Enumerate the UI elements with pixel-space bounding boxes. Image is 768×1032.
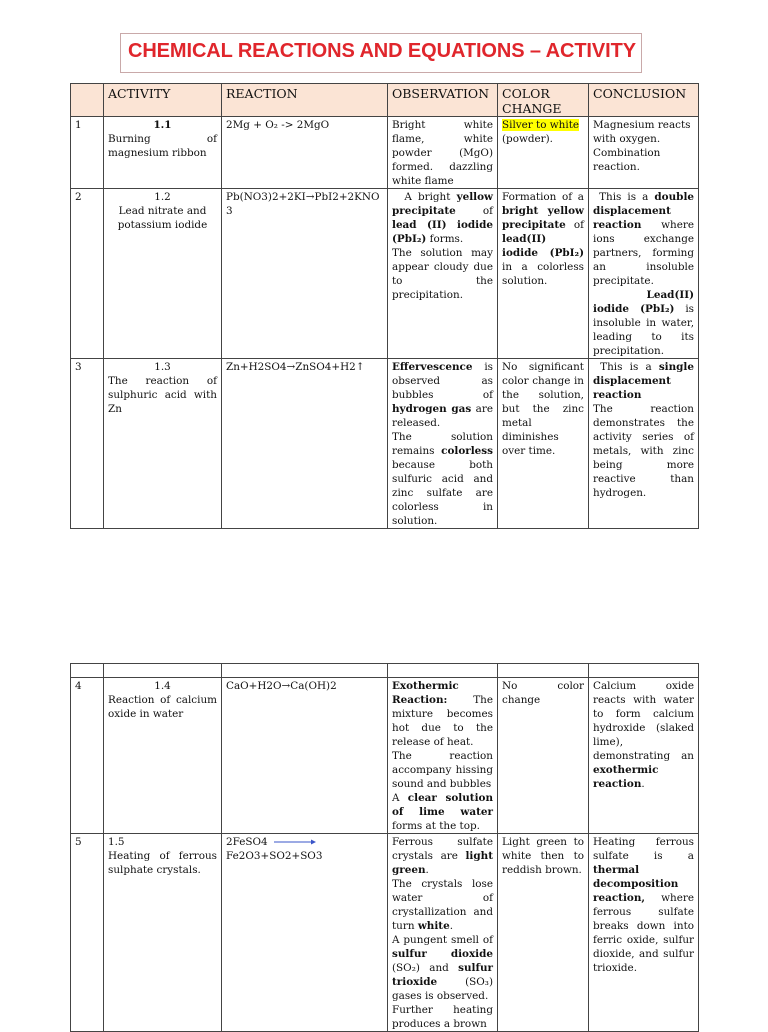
activity-cell [104, 189, 222, 359]
observation-part-2: The crystals lose water of crystallization and turn white. [392, 878, 493, 932]
activity-name: Heating of ferrous sulphate crystals. [108, 850, 217, 876]
conclusion-cell: Magnesium reacts with oxygen. Combination reaction. [589, 117, 699, 189]
conclusion-cell [589, 189, 699, 359]
activity-cell [104, 678, 222, 834]
table-row [71, 359, 699, 529]
conclusion-cell: Heating ferrous sulfate is a thermal decomposition reaction, where ferrous sulfate breaks down into ferric oxide, sulfur dioxide, and sulfur trioxide. [589, 834, 699, 1032]
activity-id: 1.5 [108, 836, 125, 848]
observation-cell [388, 189, 498, 359]
activity-name: Reaction of calcium oxide in water [108, 694, 217, 720]
color-change-cell: No color change [498, 678, 589, 834]
color-change-cell: No significant color change in the solution, but the zinc metal diminishes over time. [498, 359, 589, 529]
activity-id: 1.1 [153, 119, 172, 131]
reaction-reactant: 2FeSO4 [226, 835, 383, 849]
empty-row [71, 664, 699, 678]
color-text: (powder). [502, 133, 553, 145]
header-observation: OBSERVATION [388, 84, 498, 117]
color-change-cell: Light green to white then to reddish brown. [498, 834, 589, 1032]
activity-name: Burning of magnesium ribbon [108, 133, 217, 159]
table-row [71, 189, 699, 359]
conclusion-part-1: This is a double displacement reaction where ions exchange partners, forming an insoluble precipitate. [593, 191, 694, 287]
header-row [71, 84, 699, 117]
color-change-cell [498, 117, 589, 189]
observation-part-3: A clear solution of lime water forms at the top. [392, 792, 493, 832]
header-color-change: COLOR CHANGE [498, 84, 589, 117]
reaction-cell: Zn+H2SO4→ZnSO4+H2↑ [222, 359, 388, 529]
observation-cell [388, 359, 498, 529]
observation-part-3: A pungent smell of sulfur dioxide (SO₂) and sulfur trioxide (SO₃) gases is observed. [392, 934, 493, 1002]
reaction-cell [222, 834, 388, 1032]
conclusion-cell: Calcium oxide reacts with water to form calcium hydroxide (slaked lime), demonstrating an exothermic reaction. [589, 678, 699, 834]
observation-part-1: Effervescence is observed as bubbles of hydrogen gas are released. [392, 361, 493, 429]
reaction-arrow-icon [274, 838, 316, 846]
activity-id: 1.3 [154, 361, 171, 373]
table-row [71, 834, 699, 1032]
header-reaction: REACTION [222, 84, 388, 117]
reaction-cell: CaO+H2O→Ca(OH)2 [222, 678, 388, 834]
activity-name: The reaction of sulphuric acid with Zn [108, 375, 217, 415]
observation-part-1: Ferrous sulfate crystals are light green. [392, 836, 493, 876]
observation-part-4: Further heating produces a brown [392, 1004, 493, 1030]
highlighted-text: Silver to white [502, 119, 580, 131]
conclusion-part-2: The reaction demonstrates the activity series of metals, with zinc being more reactive than hydrogen. [593, 403, 694, 499]
conclusion-cell [589, 359, 699, 529]
table-row [71, 678, 699, 834]
observation-cell: Bright white flame, white powder (MgO) formed. dazzling white flame [388, 117, 498, 189]
row-number: 1 [71, 117, 104, 189]
activity-cell [104, 117, 222, 189]
row-number: 2 [71, 189, 104, 359]
observation-cell [388, 834, 498, 1032]
observation-part-2: The reaction accompany hissing sound and bubbles [392, 750, 493, 790]
observation-part-2: The solution may appear cloudy due to the precipitation. [392, 247, 493, 301]
row-number: 4 [71, 678, 104, 834]
activity-cell [104, 359, 222, 529]
activity-cell [104, 834, 222, 1032]
observation-cell [388, 678, 498, 834]
row-number: 3 [71, 359, 104, 529]
row-number: 5 [71, 834, 104, 1032]
color-change-cell: Formation of a bright yellow precipitate of lead(II) iodide (PbI₂) in a colorless solution. [498, 189, 589, 359]
table-row [71, 117, 699, 189]
reaction-cell: Pb(NO3)2+2KI→PbI2+2KNO3 [222, 189, 388, 359]
reaction-cell: 2Mg + O₂ -> 2MgO [222, 117, 388, 189]
conclusion-part-1: This is a single displacement reaction [593, 361, 694, 401]
page-title: CHEMICAL REACTIONS AND EQUATIONS – ACTIVITY [128, 40, 636, 62]
reaction-products: Fe2O3+SO2+SO3 [226, 850, 323, 862]
activity-id: 1.2 [154, 191, 171, 203]
activity-name: Lead nitrate and potassium iodide [117, 205, 208, 231]
header-number [71, 84, 104, 117]
observation-part-1: Exothermic Reaction: The mixture becomes hot due to the release of heat. [392, 680, 493, 748]
observation-part-2: The solution remains colorless because both sulfuric acid and zinc sulfate are colorless in solution. [392, 431, 493, 527]
activity-table-2 [70, 663, 699, 1032]
header-activity: ACTIVITY [104, 84, 222, 117]
activity-table-1 [70, 83, 699, 529]
conclusion-part-2: Lead(II) iodide (PbI₂) is insoluble in water, leading to its precipitation. [593, 289, 694, 357]
observation-part-1: A bright yellow precipitate of lead (II) iodide (PbI₂) forms. [392, 191, 493, 245]
activity-id: 1.4 [154, 680, 171, 692]
header-conclusion: CONCLUSION [589, 84, 699, 117]
